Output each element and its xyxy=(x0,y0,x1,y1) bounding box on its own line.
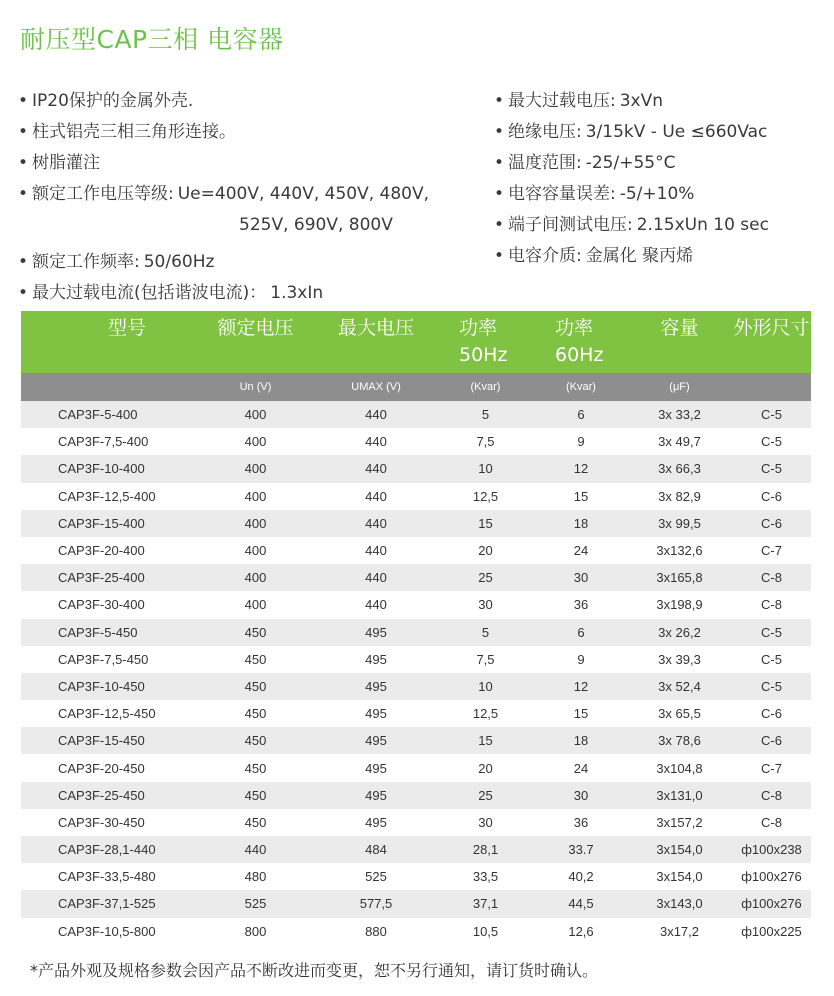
table-cell: 28,1 xyxy=(436,836,535,863)
table-cell: 450 xyxy=(195,700,316,727)
table-cell: 12,5 xyxy=(436,483,535,510)
table-cell: 6 xyxy=(535,619,627,646)
table-row xyxy=(21,537,811,564)
table-row xyxy=(21,483,811,510)
table-cell: 450 xyxy=(195,727,316,754)
table-cell: C-6 xyxy=(732,483,811,510)
table-cell: 6 xyxy=(535,401,627,428)
model-cell: CAP3F-10,5-800 xyxy=(21,918,195,945)
table-cell: 880 xyxy=(316,918,436,945)
unit-cell: (μF) xyxy=(627,373,732,401)
table-cell: 440 xyxy=(316,537,436,564)
spec-item xyxy=(494,117,834,148)
table-cell: 484 xyxy=(316,836,436,863)
table-cell: 440 xyxy=(316,455,436,482)
table-cell: 450 xyxy=(195,646,316,673)
table-cell: 525 xyxy=(316,863,436,890)
bullet-icon: • xyxy=(18,91,29,111)
column-header xyxy=(316,311,436,373)
table-cell: 495 xyxy=(316,619,436,646)
table-row xyxy=(21,836,811,863)
table-row xyxy=(21,727,811,754)
model-cell: CAP3F-30-400 xyxy=(21,591,195,618)
table-cell: 400 xyxy=(195,510,316,537)
model-cell: CAP3F-20-400 xyxy=(21,537,195,564)
spec-label: 绝缘电压: xyxy=(508,122,582,142)
spec-label: 电容容量误差: xyxy=(508,184,616,204)
table-row xyxy=(21,619,811,646)
column-header xyxy=(732,311,811,373)
table-cell: 440 xyxy=(316,483,436,510)
column-header xyxy=(436,311,535,373)
table-cell: ф100x238 xyxy=(732,836,811,863)
table-cell: 577,5 xyxy=(316,890,436,917)
table-cell: C-8 xyxy=(732,809,811,836)
table-row xyxy=(21,863,811,890)
table-cell: 440 xyxy=(316,510,436,537)
table-cell: 12,5 xyxy=(436,700,535,727)
table-row xyxy=(21,455,811,482)
spec-label: 柱式铝壳三相三角形连接。 xyxy=(32,122,236,142)
table-cell: 3x165,8 xyxy=(627,564,732,591)
table-cell: 440 xyxy=(316,564,436,591)
table-cell: C-6 xyxy=(732,510,811,537)
table-cell: 400 xyxy=(195,483,316,510)
table-cell: 400 xyxy=(195,401,316,428)
spec-item xyxy=(18,148,488,179)
table-cell: 9 xyxy=(535,428,627,455)
spec-value: 1.3xIn xyxy=(270,283,324,303)
table-cell: C-8 xyxy=(732,564,811,591)
table-cell: 450 xyxy=(195,809,316,836)
bullet-icon: • xyxy=(494,153,505,173)
table-row xyxy=(21,809,811,836)
table-cell: 3x 33,2 xyxy=(627,401,732,428)
table-cell: 15 xyxy=(436,510,535,537)
table-cell: 450 xyxy=(195,754,316,781)
table-row xyxy=(21,591,811,618)
table-row xyxy=(21,401,811,428)
column-header xyxy=(627,311,732,373)
table-cell: 3x131,0 xyxy=(627,782,732,809)
table-cell: 3x 52,4 xyxy=(627,673,732,700)
table-cell: 495 xyxy=(316,727,436,754)
table-cell: C-5 xyxy=(732,619,811,646)
model-cell: CAP3F-37,1-525 xyxy=(21,890,195,917)
column-header-label: 功率 xyxy=(459,317,498,339)
model-cell: CAP3F-30-450 xyxy=(21,809,195,836)
table-cell: 3x 49,7 xyxy=(627,428,732,455)
table-cell: 495 xyxy=(316,809,436,836)
spec-value: -25/+55°C xyxy=(585,153,676,173)
table-cell: 450 xyxy=(195,619,316,646)
column-header xyxy=(21,311,195,373)
table-cell: 36 xyxy=(535,809,627,836)
table-cell: 3x 66,3 xyxy=(627,455,732,482)
bullet-icon: • xyxy=(18,283,29,303)
table-cell: 36 xyxy=(535,591,627,618)
table-cell: 30 xyxy=(535,782,627,809)
table-cell: 440 xyxy=(316,591,436,618)
model-cell: CAP3F-33,5-480 xyxy=(21,863,195,890)
table-cell: C-5 xyxy=(732,646,811,673)
table-cell: C-8 xyxy=(732,782,811,809)
table-cell: 12 xyxy=(535,455,627,482)
table-cell: 400 xyxy=(195,537,316,564)
capacitor-spec-table-wrap xyxy=(21,311,811,945)
table-cell: 20 xyxy=(436,537,535,564)
table-cell: ф100x276 xyxy=(732,863,811,890)
spec-value: -5/+10% xyxy=(619,184,695,204)
spec-item xyxy=(494,241,834,272)
spec-value: 2.15xUn 10 sec xyxy=(636,215,769,235)
table-cell: 5 xyxy=(436,619,535,646)
table-row xyxy=(21,564,811,591)
bullet-icon: • xyxy=(494,122,505,142)
bullet-icon: • xyxy=(494,215,505,235)
table-cell: C-7 xyxy=(732,754,811,781)
spec-item xyxy=(494,179,834,210)
spec-value: 3xVn xyxy=(619,91,664,111)
table-row xyxy=(21,700,811,727)
spec-label: 额定工作电压等级: xyxy=(32,184,174,204)
spec-item xyxy=(18,179,488,241)
table-cell: 30 xyxy=(436,591,535,618)
table-units-row xyxy=(21,373,811,401)
unit-cell xyxy=(732,373,811,401)
table-cell: 525 xyxy=(195,890,316,917)
table-cell: 440 xyxy=(316,401,436,428)
table-cell: 400 xyxy=(195,455,316,482)
unit-cell: UMAX (V) xyxy=(316,373,436,401)
table-cell: 3x 78,6 xyxy=(627,727,732,754)
table-cell: 5 xyxy=(436,401,535,428)
model-cell: CAP3F-7,5-400 xyxy=(21,428,195,455)
table-cell: 24 xyxy=(535,537,627,564)
table-cell: 495 xyxy=(316,646,436,673)
specs-list-right xyxy=(494,86,834,272)
model-cell: CAP3F-10-400 xyxy=(21,455,195,482)
table-cell: 3x157,2 xyxy=(627,809,732,836)
column-header-sublabel: 60Hz xyxy=(555,344,604,366)
table-cell: 10 xyxy=(436,455,535,482)
table-cell: 10 xyxy=(436,673,535,700)
bullet-icon: • xyxy=(494,184,505,204)
unit-cell xyxy=(21,373,195,401)
table-cell: 3x 39,3 xyxy=(627,646,732,673)
spec-label: 最大过载电流(包括谐波电流)： xyxy=(32,283,267,303)
table-cell: 3x 26,2 xyxy=(627,619,732,646)
table-cell: 7,5 xyxy=(436,428,535,455)
table-cell: 3x 82,9 xyxy=(627,483,732,510)
table-row xyxy=(21,673,811,700)
table-row xyxy=(21,918,811,945)
table-cell: 33.7 xyxy=(535,836,627,863)
model-cell: CAP3F-28,1-440 xyxy=(21,836,195,863)
table-row xyxy=(21,890,811,917)
spec-item xyxy=(494,210,834,241)
table-cell: 3x143,0 xyxy=(627,890,732,917)
table-cell: 440 xyxy=(195,836,316,863)
unit-cell: (Kvar) xyxy=(436,373,535,401)
spec-value-continued: 525V, 690V, 800V xyxy=(239,215,393,235)
model-cell: CAP3F-12,5-450 xyxy=(21,700,195,727)
table-cell: 3x104,8 xyxy=(627,754,732,781)
model-cell: CAP3F-5-400 xyxy=(21,401,195,428)
spec-label: 温度范围: xyxy=(508,153,582,173)
table-cell: 800 xyxy=(195,918,316,945)
table-cell: 15 xyxy=(535,483,627,510)
column-header-label: 容量 xyxy=(660,317,699,339)
model-cell: CAP3F-20-450 xyxy=(21,754,195,781)
table-cell: 3x17,2 xyxy=(627,918,732,945)
spec-label: 额定工作频率: xyxy=(32,252,140,272)
table-cell: 30 xyxy=(436,809,535,836)
spec-value: Ue=400V, 440V, 450V, 480V, xyxy=(177,184,430,204)
model-cell: CAP3F-5-450 xyxy=(21,619,195,646)
table-cell: C-5 xyxy=(732,428,811,455)
column-header xyxy=(195,311,316,373)
table-cell: 12,6 xyxy=(535,918,627,945)
column-header-sublabel: 50Hz xyxy=(459,344,508,366)
table-cell: 480 xyxy=(195,863,316,890)
table-cell: 24 xyxy=(535,754,627,781)
table-cell: 450 xyxy=(195,782,316,809)
table-cell: 495 xyxy=(316,782,436,809)
table-cell: 18 xyxy=(535,727,627,754)
spec-value: 3/15kV - Ue ≤660Vac xyxy=(585,122,768,142)
table-cell: 495 xyxy=(316,754,436,781)
table-cell: 30 xyxy=(535,564,627,591)
model-cell: CAP3F-25-400 xyxy=(21,564,195,591)
table-cell: 400 xyxy=(195,428,316,455)
page-title: 耐压型CAP三相 电容器 xyxy=(20,25,284,54)
table-cell: 44,5 xyxy=(535,890,627,917)
table-cell: 3x 99,5 xyxy=(627,510,732,537)
spec-label: 最大过载电压: xyxy=(508,91,616,111)
bullet-icon: • xyxy=(18,153,29,173)
spec-label: 端子间测试电压: xyxy=(508,215,633,235)
column-header-label: 最大电压 xyxy=(337,317,414,339)
bullet-icon: • xyxy=(18,122,29,142)
spec-label: 树脂灌注 xyxy=(32,153,100,173)
table-row xyxy=(21,646,811,673)
table-cell: C-6 xyxy=(732,700,811,727)
column-header-label: 功率 xyxy=(555,317,594,339)
table-cell: 12 xyxy=(535,673,627,700)
column-header-label: 外形尺寸 xyxy=(733,317,810,339)
model-cell: CAP3F-15-400 xyxy=(21,510,195,537)
table-cell: 495 xyxy=(316,700,436,727)
table-cell: 10,5 xyxy=(436,918,535,945)
unit-cell: Un (V) xyxy=(195,373,316,401)
table-cell: 15 xyxy=(535,700,627,727)
spec-value: 金属化 聚丙烯 xyxy=(585,246,694,266)
table-header-row xyxy=(21,311,811,373)
table-row xyxy=(21,428,811,455)
table-cell: 33,5 xyxy=(436,863,535,890)
bullet-icon: • xyxy=(18,252,29,272)
table-cell: C-5 xyxy=(732,455,811,482)
table-cell: 25 xyxy=(436,564,535,591)
model-cell: CAP3F-15-450 xyxy=(21,727,195,754)
unit-cell: (Kvar) xyxy=(535,373,627,401)
table-cell: 25 xyxy=(436,782,535,809)
spec-item xyxy=(18,86,488,117)
column-header xyxy=(535,311,627,373)
table-cell: 3x 65,5 xyxy=(627,700,732,727)
capacitor-spec-table xyxy=(21,311,811,945)
table-cell: ф100x276 xyxy=(732,890,811,917)
table-cell: 3x132,6 xyxy=(627,537,732,564)
table-cell: 7,5 xyxy=(436,646,535,673)
table-cell: 400 xyxy=(195,564,316,591)
table-cell: 37,1 xyxy=(436,890,535,917)
table-cell: 9 xyxy=(535,646,627,673)
table-cell: C-6 xyxy=(732,727,811,754)
column-header-label: 型号 xyxy=(108,317,147,339)
bullet-icon: • xyxy=(18,184,29,204)
model-cell: CAP3F-12,5-400 xyxy=(21,483,195,510)
table-cell: C-8 xyxy=(732,591,811,618)
table-cell: 440 xyxy=(316,428,436,455)
table-cell: 40,2 xyxy=(535,863,627,890)
column-header-label: 额定电压 xyxy=(217,317,294,339)
table-body xyxy=(21,401,811,945)
specs-list-left xyxy=(18,86,488,309)
table-cell: 3x154,0 xyxy=(627,836,732,863)
table-row xyxy=(21,754,811,781)
spec-item xyxy=(494,86,834,117)
table-cell: C-5 xyxy=(732,673,811,700)
table-row xyxy=(21,782,811,809)
table-cell: ф100x225 xyxy=(732,918,811,945)
table-cell: 400 xyxy=(195,591,316,618)
spec-value: 50/60Hz xyxy=(143,252,215,272)
bullet-icon: • xyxy=(494,91,505,111)
table-cell: 3x198,9 xyxy=(627,591,732,618)
model-cell: CAP3F-10-450 xyxy=(21,673,195,700)
table-cell: 15 xyxy=(436,727,535,754)
table-row xyxy=(21,510,811,537)
bullet-icon: • xyxy=(494,246,505,266)
table-cell: 20 xyxy=(436,754,535,781)
spec-item xyxy=(494,148,834,179)
spec-label: 电容介质: xyxy=(508,246,582,266)
table-cell: 3x154,0 xyxy=(627,863,732,890)
spec-item xyxy=(18,117,488,148)
table-cell: 495 xyxy=(316,673,436,700)
spec-item xyxy=(18,247,488,278)
table-cell: 450 xyxy=(195,673,316,700)
footnote: *产品外观及规格参数会因产品不断改进而变更，恕不另行通知，请订货时确认。 xyxy=(30,961,599,980)
model-cell: CAP3F-7,5-450 xyxy=(21,646,195,673)
table-cell: C-5 xyxy=(732,401,811,428)
table-cell: 18 xyxy=(535,510,627,537)
spec-label: IP20保护的金属外壳. xyxy=(32,91,194,111)
table-cell: C-7 xyxy=(732,537,811,564)
spec-item xyxy=(18,278,488,309)
model-cell: CAP3F-25-450 xyxy=(21,782,195,809)
